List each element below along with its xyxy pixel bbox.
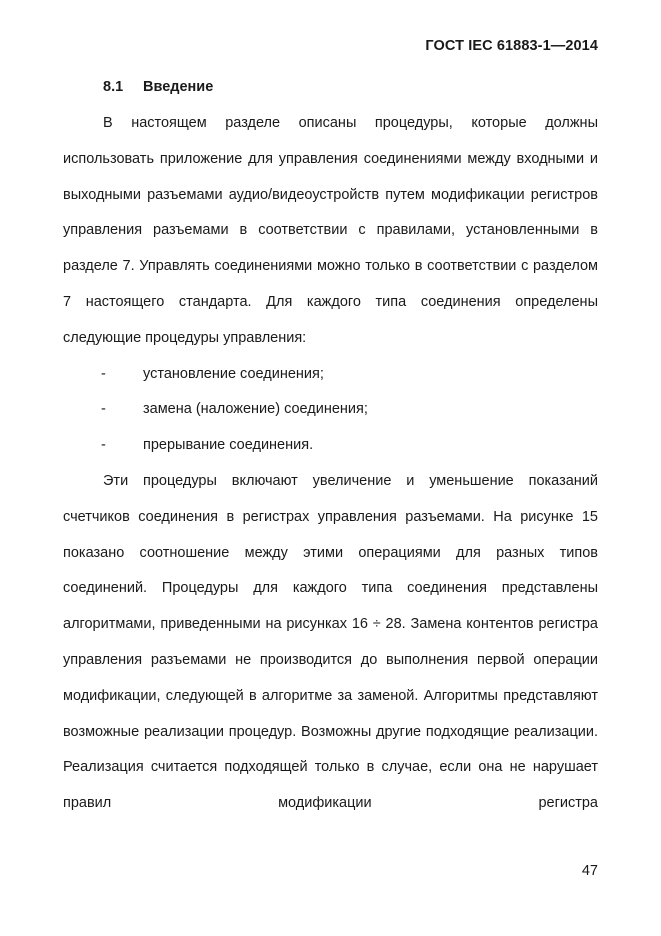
list-marker: - <box>101 437 106 454</box>
list-item <box>63 357 598 393</box>
section-title: Введение <box>143 79 214 95</box>
list-marker: - <box>101 401 106 418</box>
list-item-text: замена (наложение) соединения; <box>143 401 368 418</box>
section-heading <box>103 79 213 95</box>
list-item-text: прерывание соединения. <box>143 437 314 454</box>
intro-paragraph: В настоящем разделе описаны процедуры, которые должны использовать приложение для управления соединениями между входными и выходными разъемами аудио/видеоустройств путем модификации регистров управления разъемами в соответствии с правилами, установленными в разделе 7. Управлять соединениями можно только в соответствии с разделом 7 настоящего стандарта. Для каждого типа соединения определены следующие процедуры управления: <box>63 115 598 346</box>
procedures-list <box>63 357 598 464</box>
body-text <box>63 106 598 822</box>
list-marker: - <box>101 365 106 382</box>
document-header: ГОСТ IEC 61883-1—2014 <box>425 38 598 54</box>
list-item-text: установление соединения; <box>143 365 324 382</box>
procedures-description-paragraph: Эти процедуры включают увеличение и уменьшение показаний счетчиков соединения в регистрах управления разъемами. На рисунке 15 показано соотношение между этими операциями для разных типов соединений. Процедуры для каждого типа соединения представлены алгоритмами, приведенными на рисунках 16 ÷ 28. Замена контентов регистра управления разъемами не производится до выполнения первой операции модификации, следующей в алгоритме за заменой. Алгоритмы представляют возможные реализации процедур. Возможны другие подходящие реализации. Реализация считается подходящей только в случае, если она не нарушает правил модификации регистра <box>63 472 598 812</box>
page-number: 47 <box>581 863 598 879</box>
list-item <box>63 428 598 464</box>
list-item <box>63 392 598 428</box>
section-number: 8.1 <box>103 79 124 95</box>
